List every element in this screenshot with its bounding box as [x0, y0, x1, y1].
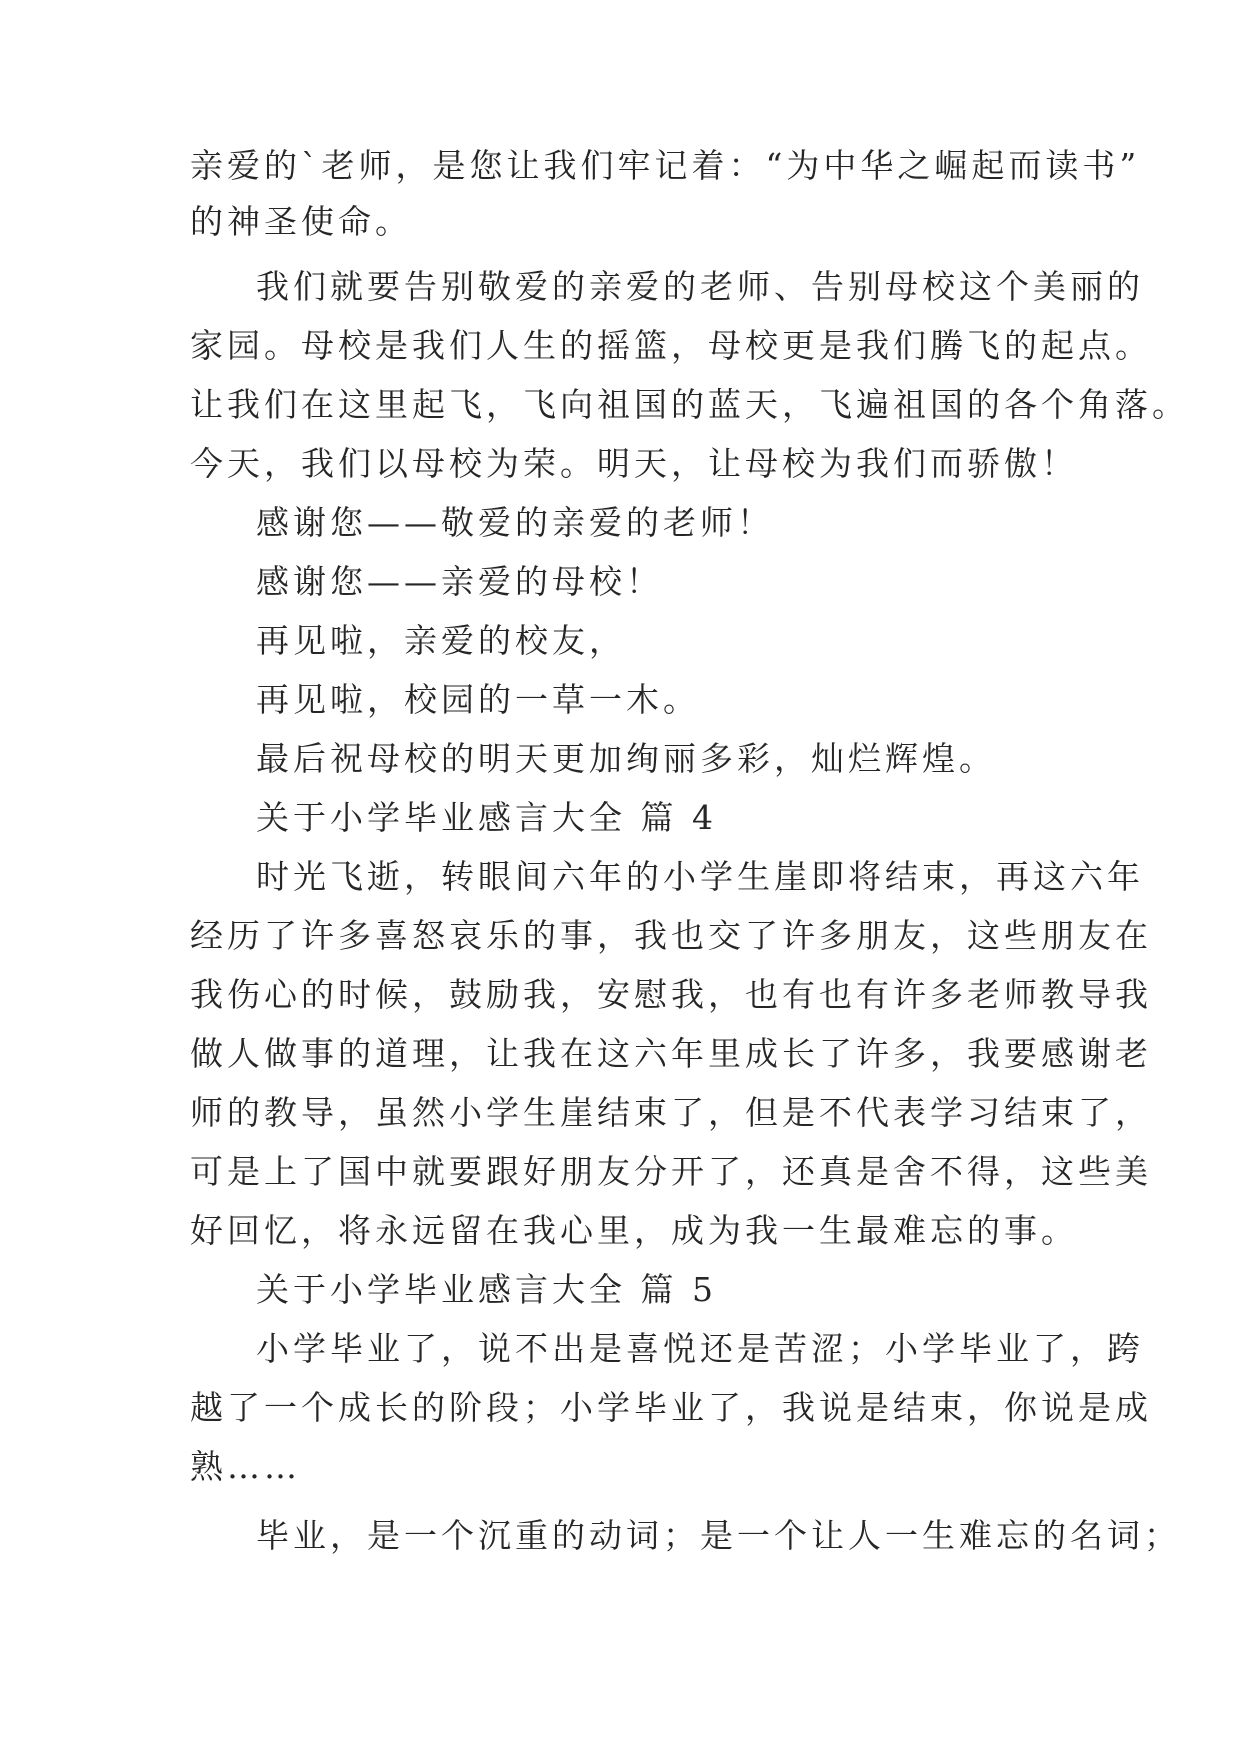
text-line: 再见啦，校园的一草一木。	[256, 680, 700, 719]
text-line: 家园。母校是我们人生的摇篮，母校更是我们腾飞的起点。	[190, 326, 1152, 365]
text-line: 熟……	[190, 1447, 301, 1486]
text-line: 经历了许多喜怒哀乐的事，我也交了许多朋友，这些朋友在	[190, 916, 1152, 955]
text-line: 毕业，是一个沉重的动词；是一个让人一生难忘的名词；	[256, 1516, 1181, 1555]
section-heading: 关于小学毕业感言大全 篇 4	[256, 798, 717, 837]
text-line: 师的教导，虽然小学生崖结束了，但是不代表学习结束了，	[190, 1093, 1152, 1132]
text-line: 感谢您——亲爱的母校！	[256, 562, 663, 601]
text-line: 今天，我们以母校为荣。明天，让母校为我们而骄傲！	[190, 444, 1078, 483]
text-line: 越了一个成长的阶段；小学毕业了，我说是结束，你说是成	[190, 1388, 1152, 1427]
text-line: 好回忆，将永远留在我心里，成为我一生最难忘的事。	[190, 1211, 1078, 1250]
text-line: 最后祝母校的明天更加绚丽多彩，灿烂辉煌。	[256, 739, 996, 778]
text-line: 我们就要告别敬爱的亲爱的老师、告别母校这个美丽的	[256, 267, 1144, 306]
text-line: 我伤心的时候，鼓励我，安慰我，也有也有许多老师教导我	[190, 975, 1152, 1014]
text-line: 做人做事的道理，让我在这六年里成长了许多，我要感谢老	[190, 1034, 1152, 1073]
section-heading: 关于小学毕业感言大全 篇 5	[256, 1270, 717, 1309]
text-line: 再见啦，亲爱的校友，	[256, 621, 626, 660]
text-line: 让我们在这里起飞，飞向祖国的蓝天，飞遍祖国的各个角落。	[190, 385, 1189, 424]
text-line: 感谢您——敬爱的亲爱的老师！	[256, 503, 774, 542]
text-line: 的神圣使命。	[190, 202, 412, 241]
text-line: 可是上了国中就要跟好朋友分开了，还真是舍不得，这些美	[190, 1152, 1152, 1191]
text-line: 亲爱的`老师，是您让我们牢记着：“为中华之崛起而读书”	[190, 146, 1141, 185]
text-line: 小学毕业了，说不出是喜悦还是苦涩；小学毕业了，跨	[256, 1329, 1144, 1368]
text-line: 时光飞逝，转眼间六年的小学生崖即将结束，再这六年	[256, 857, 1144, 896]
